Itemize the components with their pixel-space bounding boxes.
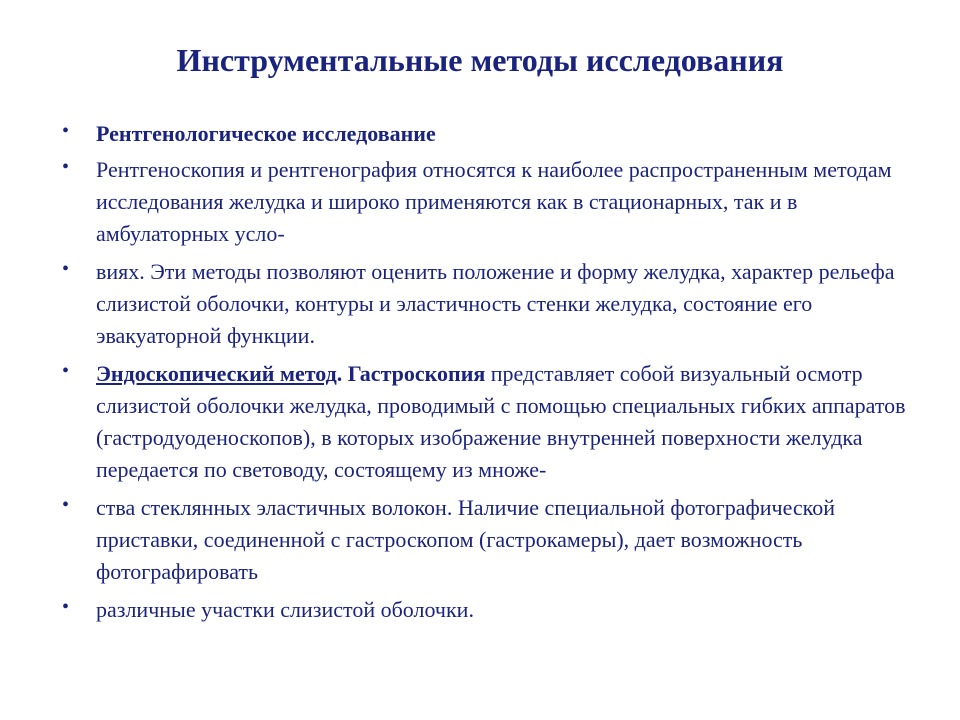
list-item: [60, 594, 920, 626]
term-name: Гастроскопия: [347, 361, 486, 386]
paragraph-text: виях. Эти методы позволяют оценить положение и форму желудка, характер рельефа слизистой оболочки, контуры и эластичность стенки желудка, состояние его эвакуаторной функции.: [96, 259, 895, 348]
bullet-icon: •: [62, 120, 70, 142]
bullet-icon: •: [62, 360, 70, 382]
bullet-icon: •: [62, 596, 70, 618]
list-item: [60, 256, 920, 352]
paragraph-text: Рентгеноскопия и рентгенография относятся к наиболее распространенным методам исследования желудка и широко применяются как в стационарных, так и в амбулаторных усло-: [96, 157, 892, 246]
slide-title: Инструментальные методы исследования: [176, 42, 784, 78]
section-heading: Рентгенологическое исследование: [96, 121, 436, 146]
method-separator: .: [336, 361, 348, 386]
bullet-icon: •: [62, 258, 70, 280]
bullet-icon: •: [62, 156, 70, 178]
list-item: [60, 358, 920, 486]
paragraph-text: представляет собой визуальный осмотр слизистой оболочки желудка, проводимый с помощью специальных гибких аппаратов (гастродуоденоскопов), в которых изображение внутренней поверхности желудка передается по световоду, состоящему из множе-: [96, 361, 906, 482]
list-item: [60, 154, 920, 250]
bullet-icon: •: [62, 494, 70, 516]
list-item: [60, 118, 920, 150]
bullet-list: [60, 118, 920, 632]
method-name: Эндоскопический метод: [96, 361, 337, 386]
paragraph-text: ства стеклянных эластичных волокон. Наличие специальной фотографической приставки, соединенной с гастроскопом (гастрокамеры), дает возможность фотографировать: [96, 495, 835, 584]
list-item: [60, 492, 920, 588]
paragraph-text: различные участки слизистой оболочки.: [96, 597, 474, 622]
